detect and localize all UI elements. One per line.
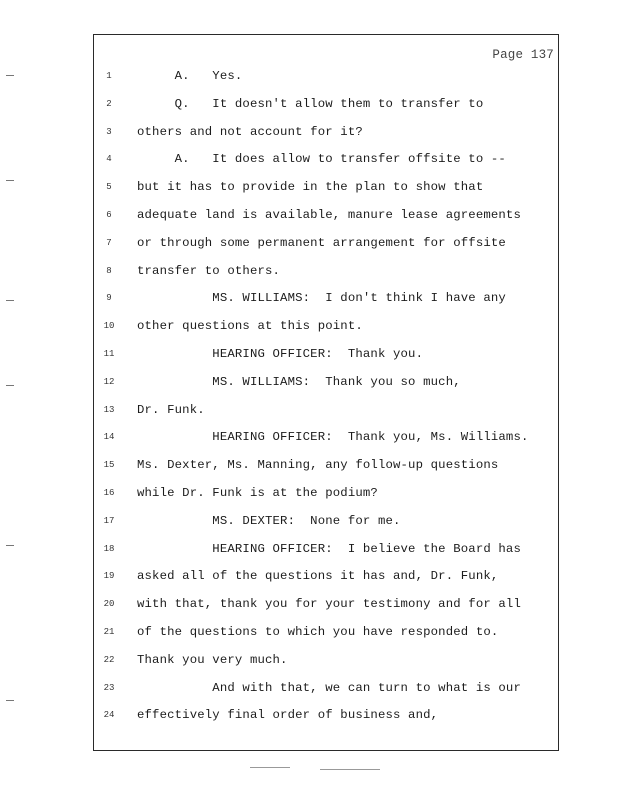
line-number: 10	[103, 321, 115, 332]
scan-mark	[6, 300, 14, 301]
transcript-line: effectively final order of business and,	[137, 708, 439, 723]
scan-artifact	[320, 769, 380, 770]
scan-mark	[6, 180, 14, 181]
line-number: 11	[103, 349, 115, 359]
transcript-line: MS. WILLIAMS: I don't think I have any	[137, 291, 506, 306]
line-number: 12	[103, 376, 115, 387]
transcript-line: HEARING OFFICER: Thank you, Ms. Williams.	[137, 430, 529, 445]
transcript-line: Dr. Funk.	[137, 402, 205, 417]
page-number: Page 137	[492, 48, 554, 62]
line-number: 24	[103, 710, 115, 721]
transcript-line: with that, thank you for your testimony and for all	[137, 597, 521, 612]
line-number: 22	[103, 654, 115, 665]
line-number: 3	[106, 126, 112, 137]
transcript-page	[93, 34, 559, 751]
line-number: 15	[103, 460, 115, 471]
transcript-line: transfer to others.	[137, 263, 281, 278]
line-number: 6	[106, 210, 112, 220]
line-number: 18	[103, 543, 115, 554]
transcript-line: MS. DEXTER: None for me.	[137, 513, 401, 528]
transcript-line: Ms. Dexter, Ms. Manning, any follow-up questions	[137, 458, 499, 473]
line-number: 19	[103, 571, 115, 582]
scan-mark	[6, 545, 14, 546]
transcript-line: And with that, we can turn to what is our	[137, 680, 521, 695]
line-number: 16	[103, 488, 115, 498]
line-number: 5	[106, 182, 112, 193]
line-number: 1	[106, 71, 112, 81]
line-number: 8	[106, 265, 112, 276]
transcript-line: while Dr. Funk is at the podium?	[137, 486, 378, 500]
line-number: 4	[106, 154, 112, 165]
transcript-line: Thank you very much.	[137, 652, 288, 667]
line-number: 17	[103, 515, 115, 526]
transcript-line: asked all of the questions it has and, Dr. Funk,	[137, 569, 499, 584]
line-number: 23	[103, 682, 115, 693]
transcript-line: A. Yes.	[137, 69, 243, 83]
scan-mark	[6, 75, 14, 76]
transcript-line: MS. WILLIAMS: Thank you so much,	[137, 374, 461, 389]
transcript-line: adequate land is available, manure lease agreements	[137, 208, 521, 222]
transcript-line: HEARING OFFICER: I believe the Board has	[137, 541, 521, 556]
transcript-line: others and not account for it?	[137, 124, 363, 139]
line-number: 13	[103, 404, 115, 415]
transcript-line: or through some permanent arrangement for offsite	[137, 235, 506, 250]
line-number: 9	[106, 293, 112, 304]
line-number: 14	[103, 432, 115, 443]
transcript-line: A. It does allow to transfer offsite to --	[137, 152, 506, 167]
line-number: 20	[103, 599, 115, 610]
scan-artifact	[250, 767, 290, 768]
transcript-line: but it has to provide in the plan to show that	[137, 180, 484, 195]
line-number: 2	[106, 98, 112, 109]
line-number: 21	[103, 627, 115, 637]
transcript-line: Q. It doesn't allow them to transfer to	[137, 96, 484, 111]
transcript-line: HEARING OFFICER: Thank you.	[137, 347, 424, 361]
scan-mark	[6, 385, 14, 386]
transcript-line: other questions at this point.	[137, 319, 363, 334]
transcript-line: of the questions to which you have responded to.	[137, 625, 499, 639]
line-number: 7	[106, 237, 112, 248]
scan-mark	[6, 700, 14, 701]
